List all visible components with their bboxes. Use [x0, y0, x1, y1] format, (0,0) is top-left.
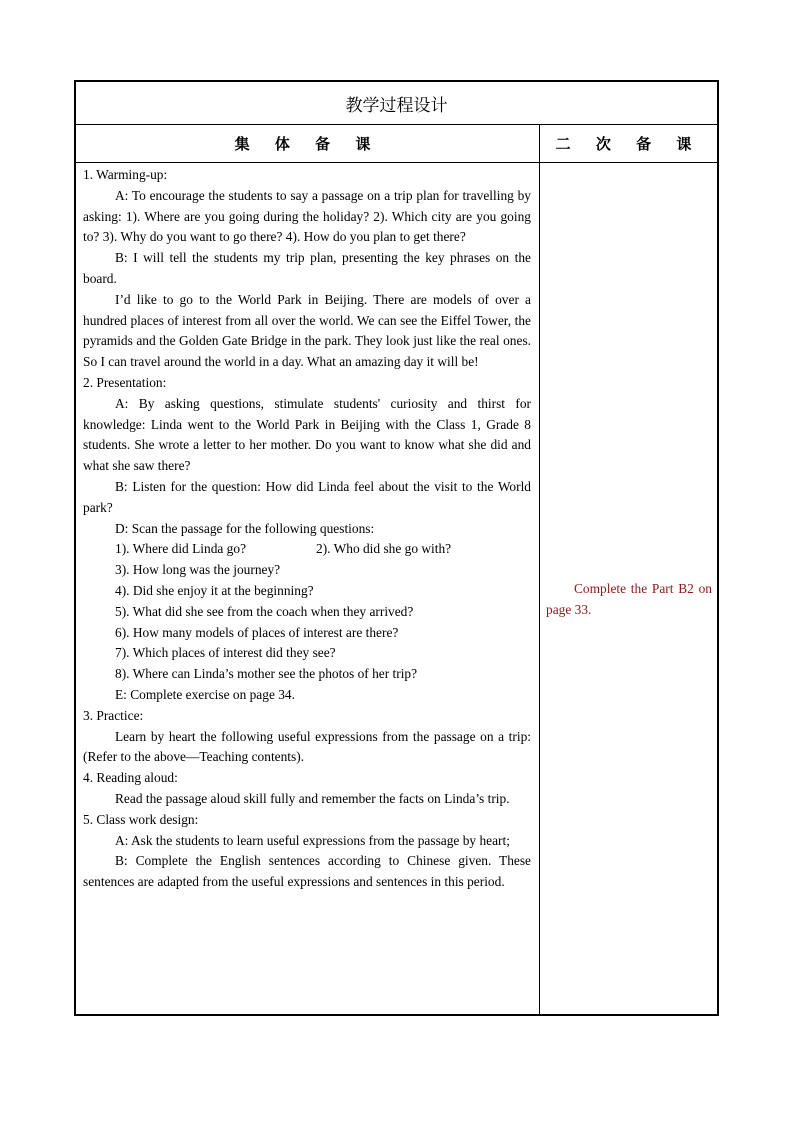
table-title: 教学过程设计 [76, 82, 717, 125]
section-reading-heading: 4. Reading aloud: [83, 770, 178, 786]
header-collective-prep: 集 体 备 课 [234, 134, 381, 153]
section-warming-up-heading: 1. Warming-up: [83, 167, 168, 182]
section-practice-heading: 3. Practice: [83, 707, 144, 723]
second-prep-content [546, 579, 712, 621]
question-3: 3). How long was the journey? [115, 562, 281, 578]
classwork-a: A: Ask the students to learn useful expressions from the passage by heart; [115, 832, 510, 848]
presentation-e: E: Complete exercise on page 34. [115, 686, 295, 702]
practice-text: Learn by heart the following useful expressions from the passage on a trip: (Refer to the above—Teaching contents). [83, 728, 531, 765]
warming-up-a: A: To encourage the students to say a passage on a trip plan for travelling by asking: 1). Where are you going during the holiday? 2). Which city are you going to? 3). Why do you want to go there? 4). How do you plan to get there? [83, 187, 531, 245]
question-6: 6). How many models of places of interest are there? [115, 624, 399, 640]
lesson-plan-table [74, 80, 719, 1016]
column-divider [539, 124, 540, 1016]
question-4: 4). Did she enjoy it at the beginning? [115, 582, 314, 598]
section-presentation-heading: 2. Presentation: [83, 374, 167, 390]
question-2: 2). Who did she go with? [316, 541, 452, 557]
question-pair [83, 539, 531, 560]
trip-plan-paragraph: I’d like to go to the World Park in Beijing. There are models of over a hundred places of interest from all over the world. We can see the Eiffel Tower, the pyramids and the Golden Gate Bridge in the park. They look just like the real ones. So I can travel around the world in a day. What an amazing day it will be! [83, 291, 531, 370]
reading-text: Read the passage aloud skill fully and remember the facts on Linda’s trip. [115, 790, 510, 806]
question-8: 8). Where can Linda’s mother see the photos of her trip? [115, 666, 418, 682]
presentation-a: A: By asking questions, stimulate students' curiosity and thirst for knowledge: Linda went to the World Park in Beijing with the Class 1, Grade 8 students. She wrote a letter to her mother. Do you want to know what she did and what she saw there? [83, 395, 531, 474]
header-second-prep: 二 次 备 课 [555, 134, 702, 153]
collective-prep-content [83, 165, 531, 893]
second-prep-note: Complete the Part B2 on page 33. [546, 581, 712, 617]
question-7: 7). Which places of interest did they see? [115, 645, 336, 661]
header-row [76, 124, 717, 163]
presentation-d: D: Scan the passage for the following questions: [115, 520, 375, 536]
question-5: 5). What did she see from the coach when they arrived? [115, 603, 414, 619]
presentation-b: B: Listen for the question: How did Linda feel about the visit to the World park? [83, 478, 531, 515]
classwork-b: B: Complete the English sentences according to Chinese given. These sentences are adapted from the useful expressions and sentences in this period. [83, 853, 531, 890]
section-classwork-heading: 5. Class work design: [83, 811, 199, 827]
warming-up-b: B: I will tell the students my trip plan, presenting the key phrases on the board. [83, 250, 531, 286]
question-1: 1). Where did Linda go? [115, 541, 247, 557]
